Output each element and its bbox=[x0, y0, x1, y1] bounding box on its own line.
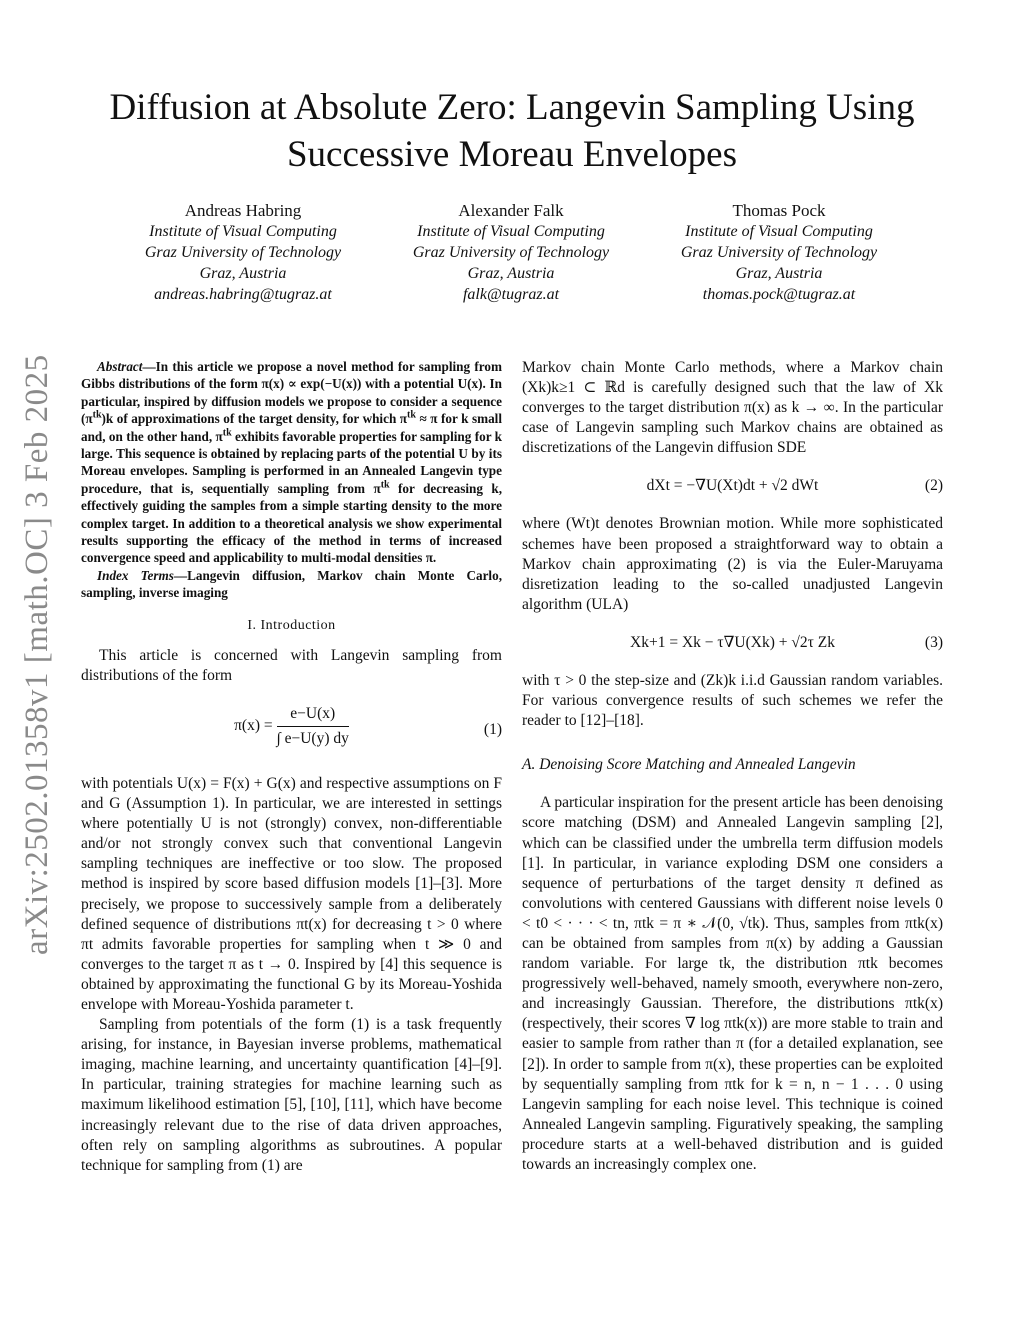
paper-title: Diffusion at Absolute Zero: Langevin Sampling Using Successive Moreau Envelopes bbox=[109, 87, 915, 175]
section-heading: I. Introduction bbox=[247, 617, 336, 633]
arxiv-stamp: arXiv:2502.01358v1 [math.OC] 3 Feb 2025 bbox=[19, 354, 55, 956]
index-terms-lead: Index Terms bbox=[97, 567, 174, 583]
author-name: Andreas Habring bbox=[184, 201, 302, 220]
abstract: Abstract—In this article we propose a novel method for sampling from Gibbs distributions of the form π(x) ∝ exp(−U(x)) with a potential U(x). In particular, inspired by diffusion models we propose to consider a sequence $(\pi^{tk})k$ of approximations of the target density, for which $\pi^{tk} \approx \pi$ for k small and, on the other hand, $\pi^{tk}$ exhibits favorable properties for sampling for k large. This sequence is obtained by replacing parts of the potential U by its Moreau envelopes. Sampling is performed in an Annealed Langevin type procedure, that is, sequentially sampling from $\pi^{tk}$ for decreasing k, effectively guiding the samples from a simple starting density to the more complex target. In addition to a theoretical analysis we show experimental results supporting the efficacy of the method in terms of increased convergence speed and applicability to multi-modal densities π. bbox=[81, 359, 503, 566]
subsection-heading: A. Denoising Score Matching and Annealed Langevin bbox=[522, 756, 856, 774]
paragraph: Sampling from potentials of the form (1) is a task frequently arising, for instance, in Bayesian inverse problems, mathematical imaging, machine learning, and uncertainty quantification [4]–[9]. In particular, training strategies for machine learning such as maximum likelihood estimation [5], [10], [11], which have become increasingly relevant due to the rise of data driven approaches, often rely on sampling algorithms as subroutines. A popular technique for sampling from (1) are bbox=[81, 1016, 502, 1174]
author-univ: Graz University of Technology bbox=[680, 244, 878, 261]
abstract-lead: Abstract bbox=[97, 359, 143, 374]
author-univ: Graz University of Technology bbox=[144, 244, 342, 261]
author-email: andreas.habring@tugraz.at bbox=[154, 286, 332, 303]
paragraph: with τ > 0 the step-size and (Zk)k i.i.d Gaussian random variables. For various convergence results of such schemes we refer the reader to [12]–[18]. bbox=[522, 671, 943, 730]
author-email: thomas.pock@tugraz.at bbox=[702, 286, 856, 303]
author-univ: Graz University of Technology bbox=[412, 244, 610, 261]
author-1 bbox=[108, 200, 378, 305]
paragraph: A particular inspiration for the present article has been denoising score matching (DSM) and Annealed Langevin sampling [2], which can be classified under the umbrella term diffusion models [1]. In particular, in variance exploding DSM one considers a sequence of perturbations of the target density π defined as convolutions with centered Gaussians with different noise levels 0 < t0 < · · · < tn, πtk = π ∗ 𝒩(0, √tk). Thus, samples from πtk(x) can be obtained from samples from π(x) by adding a Gaussian random variable. For large tk, the distribution πtk becomes progressively well-behaved, namely smooth, everywhere non-zero, and increasingly Gaussian. Therefore, the distributions πtk(x) (respectively, their scores ∇ log πtk(x)) are more stable to train and easier to sample from rather than π (for a detailed explanation, see [2]). In order to sample from π(x), these properties can be exploited by sequentially sampling from πtk for k = n, n − 1 . . . 0 using Langevin sampling for each noise level. This technique is coined Annealed Langevin sampling. Figuratively speaking, the sampling procedure starts at a well-behaved distribution and is guided towards an increasingly complex one. bbox=[522, 794, 943, 1173]
eq1-fraction bbox=[277, 704, 349, 749]
equation-1 bbox=[81, 704, 502, 756]
author-dept: Institute of Visual Computing bbox=[149, 223, 337, 240]
paragraph: This article is concerned with Langevin sampling from distributions of the form bbox=[81, 646, 502, 684]
eq3-label: (3) bbox=[924, 633, 943, 651]
eq2-label: (2) bbox=[924, 477, 943, 495]
paragraph: with potentials U(x) = F(x) + G(x) and respective assumptions on F and G (Assumption 1). In particular, we are interested in settings where potentially U is not (strongly) convex, non-differentiable and/or not strongly convex such that conventional Langevin sampling techniques are ineffective or too slow. The proposed method is inspired by score based diffusion models [1]–[3]. More precisely, we propose to successively sample from a deliberately defined sequence of distributions πt(x) for decreasing t > 0 where πt admits favorable properties for sampling when t ≫ 0 and converges to the target π as t → 0. Inspired by [4] this sequence is obtained by approximating the functional G by its Moreau-Yoshida envelope with Moreau-Yoshida parameter t. bbox=[81, 774, 502, 1013]
author-name: Alexander Falk bbox=[458, 201, 564, 220]
paragraph: where (Wt)t denotes Brownian motion. While more sophisticated schemes have been proposed a straightforward way to obtain a Markov chain approximating (2) is via the Euler-Maruyama disretization leading to the so-called unadjusted Langevin algorithm (ULA) bbox=[522, 515, 943, 613]
author-location: Graz, Austria bbox=[735, 265, 823, 282]
author-dept: Institute of Visual Computing bbox=[685, 223, 873, 240]
author-name: Thomas Pock bbox=[732, 201, 826, 220]
eq1-label: (1) bbox=[483, 720, 502, 738]
eq3-body: Xk+1 = Xk − τ∇U(Xk) + √2τ Zk bbox=[630, 633, 835, 651]
author-3 bbox=[644, 200, 914, 305]
author-2 bbox=[376, 200, 646, 305]
author-dept: Institute of Visual Computing bbox=[417, 223, 605, 240]
eq2-body: dXt = −∇U(Xt)dt + √2 dWt bbox=[646, 477, 819, 495]
eq1-lhs: π(x) = bbox=[234, 717, 273, 735]
paragraph: Markov chain Monte Carlo methods, where a Markov chain (Xk)k≥1 ⊂ ℝd is carefully designed such that the law of Xk converges to the target distribution π(x) as k → ∞. In the particular case of Langevin sampling such Markov chains are obtained as discretizations of the Langevin diffusion SDE bbox=[522, 359, 943, 457]
eq1-denominator: ∫ e−U(y) dy bbox=[276, 730, 349, 748]
right-column bbox=[522, 358, 943, 1175]
equation-3 bbox=[522, 633, 943, 653]
author-email: falk@tugraz.at bbox=[462, 286, 560, 303]
author-location: Graz, Austria bbox=[199, 265, 287, 282]
equation-2 bbox=[522, 476, 943, 496]
index-terms: Index Terms—Langevin diffusion, Markov chain Monte Carlo, sampling, inverse imaging bbox=[81, 567, 502, 601]
eq1-numerator: e−U(x) bbox=[277, 704, 349, 727]
left-column bbox=[81, 358, 502, 1176]
author-location: Graz, Austria bbox=[467, 265, 555, 282]
